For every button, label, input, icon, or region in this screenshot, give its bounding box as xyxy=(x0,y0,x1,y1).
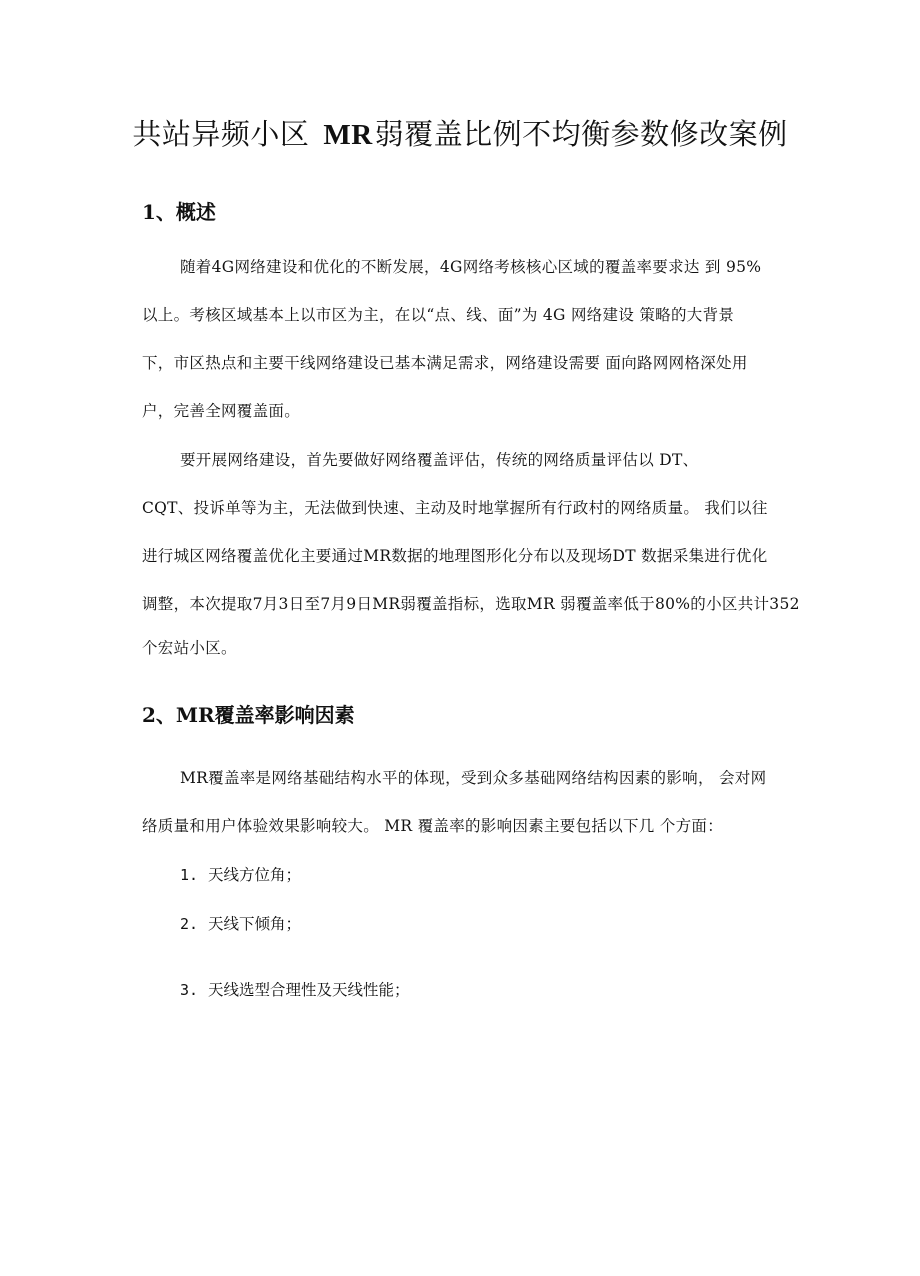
section1-para2-line2: CQT、投诉单等为主，无法做到快速、主动及时地掌握所有行政村的网络质量。 我们以往 xyxy=(142,499,768,517)
list-item xyxy=(180,978,410,1002)
list-item-number: 1. xyxy=(180,866,199,884)
section2-heading: 2、MR覆盖率影响因素 xyxy=(142,703,355,727)
section1-para1-line3: 下，市区热点和主要干线网络建设已基本满足需求，网络建设需要 面向路网网格深处用 xyxy=(142,354,748,372)
list-item-text: 天线选型合理性及天线性能； xyxy=(208,981,410,999)
list-item xyxy=(180,863,301,887)
page-title xyxy=(0,112,920,157)
section2-para-line2: 络质量和用户体验效果影响较大。 MR 覆盖率的影响因素主要包括以下几 个方面： xyxy=(142,817,724,835)
list-item-number: 2. xyxy=(180,915,199,933)
list-item-text: 天线下倾角； xyxy=(208,915,302,933)
title-mr: MR xyxy=(323,119,373,151)
section2-para-line1: MR覆盖率是网络基础结构水平的体现，受到众多基础网络结构因素的影响， 会对网 xyxy=(180,769,767,787)
section1-para1-line1: 随着4G网络建设和优化的不断发展，4G网络考核核心区域的覆盖率要求达 到 95% xyxy=(180,258,762,276)
list-item-text: 天线方位角； xyxy=(208,866,302,884)
section1-para1-line2: 以上。考核区域基本上以市区为主，在以“点、线、面”为 4G 网络建设 策略的大背景 xyxy=(142,306,735,324)
list-item xyxy=(180,912,301,936)
section1-para2-line4: 调整，本次提取7月3日至7月9日MR弱覆盖指标，选取MR 弱覆盖率低于80%的小区共计352 xyxy=(142,595,800,613)
section1-para2-line1: 要开展网络建设，首先要做好网络覆盖评估，传统的网络质量评估以 DT、 xyxy=(180,451,699,469)
list-item-number: 3. xyxy=(180,981,199,999)
section1-para2-line3: 进行城区网络覆盖优化主要通过MR数据的地理图形化分布以及现场DT 数据采集进行优化 xyxy=(142,547,768,565)
section1-para1-line4: 户，完善全网覆盖面。 xyxy=(142,402,301,420)
section1-heading: 1、概述 xyxy=(142,200,216,224)
title-suffix: 弱覆盖比例不均衡参数修改案例 xyxy=(374,117,788,151)
section1-para2-line5: 个宏站小区。 xyxy=(142,639,237,657)
title-prefix: 共站异频小区 xyxy=(132,117,310,151)
